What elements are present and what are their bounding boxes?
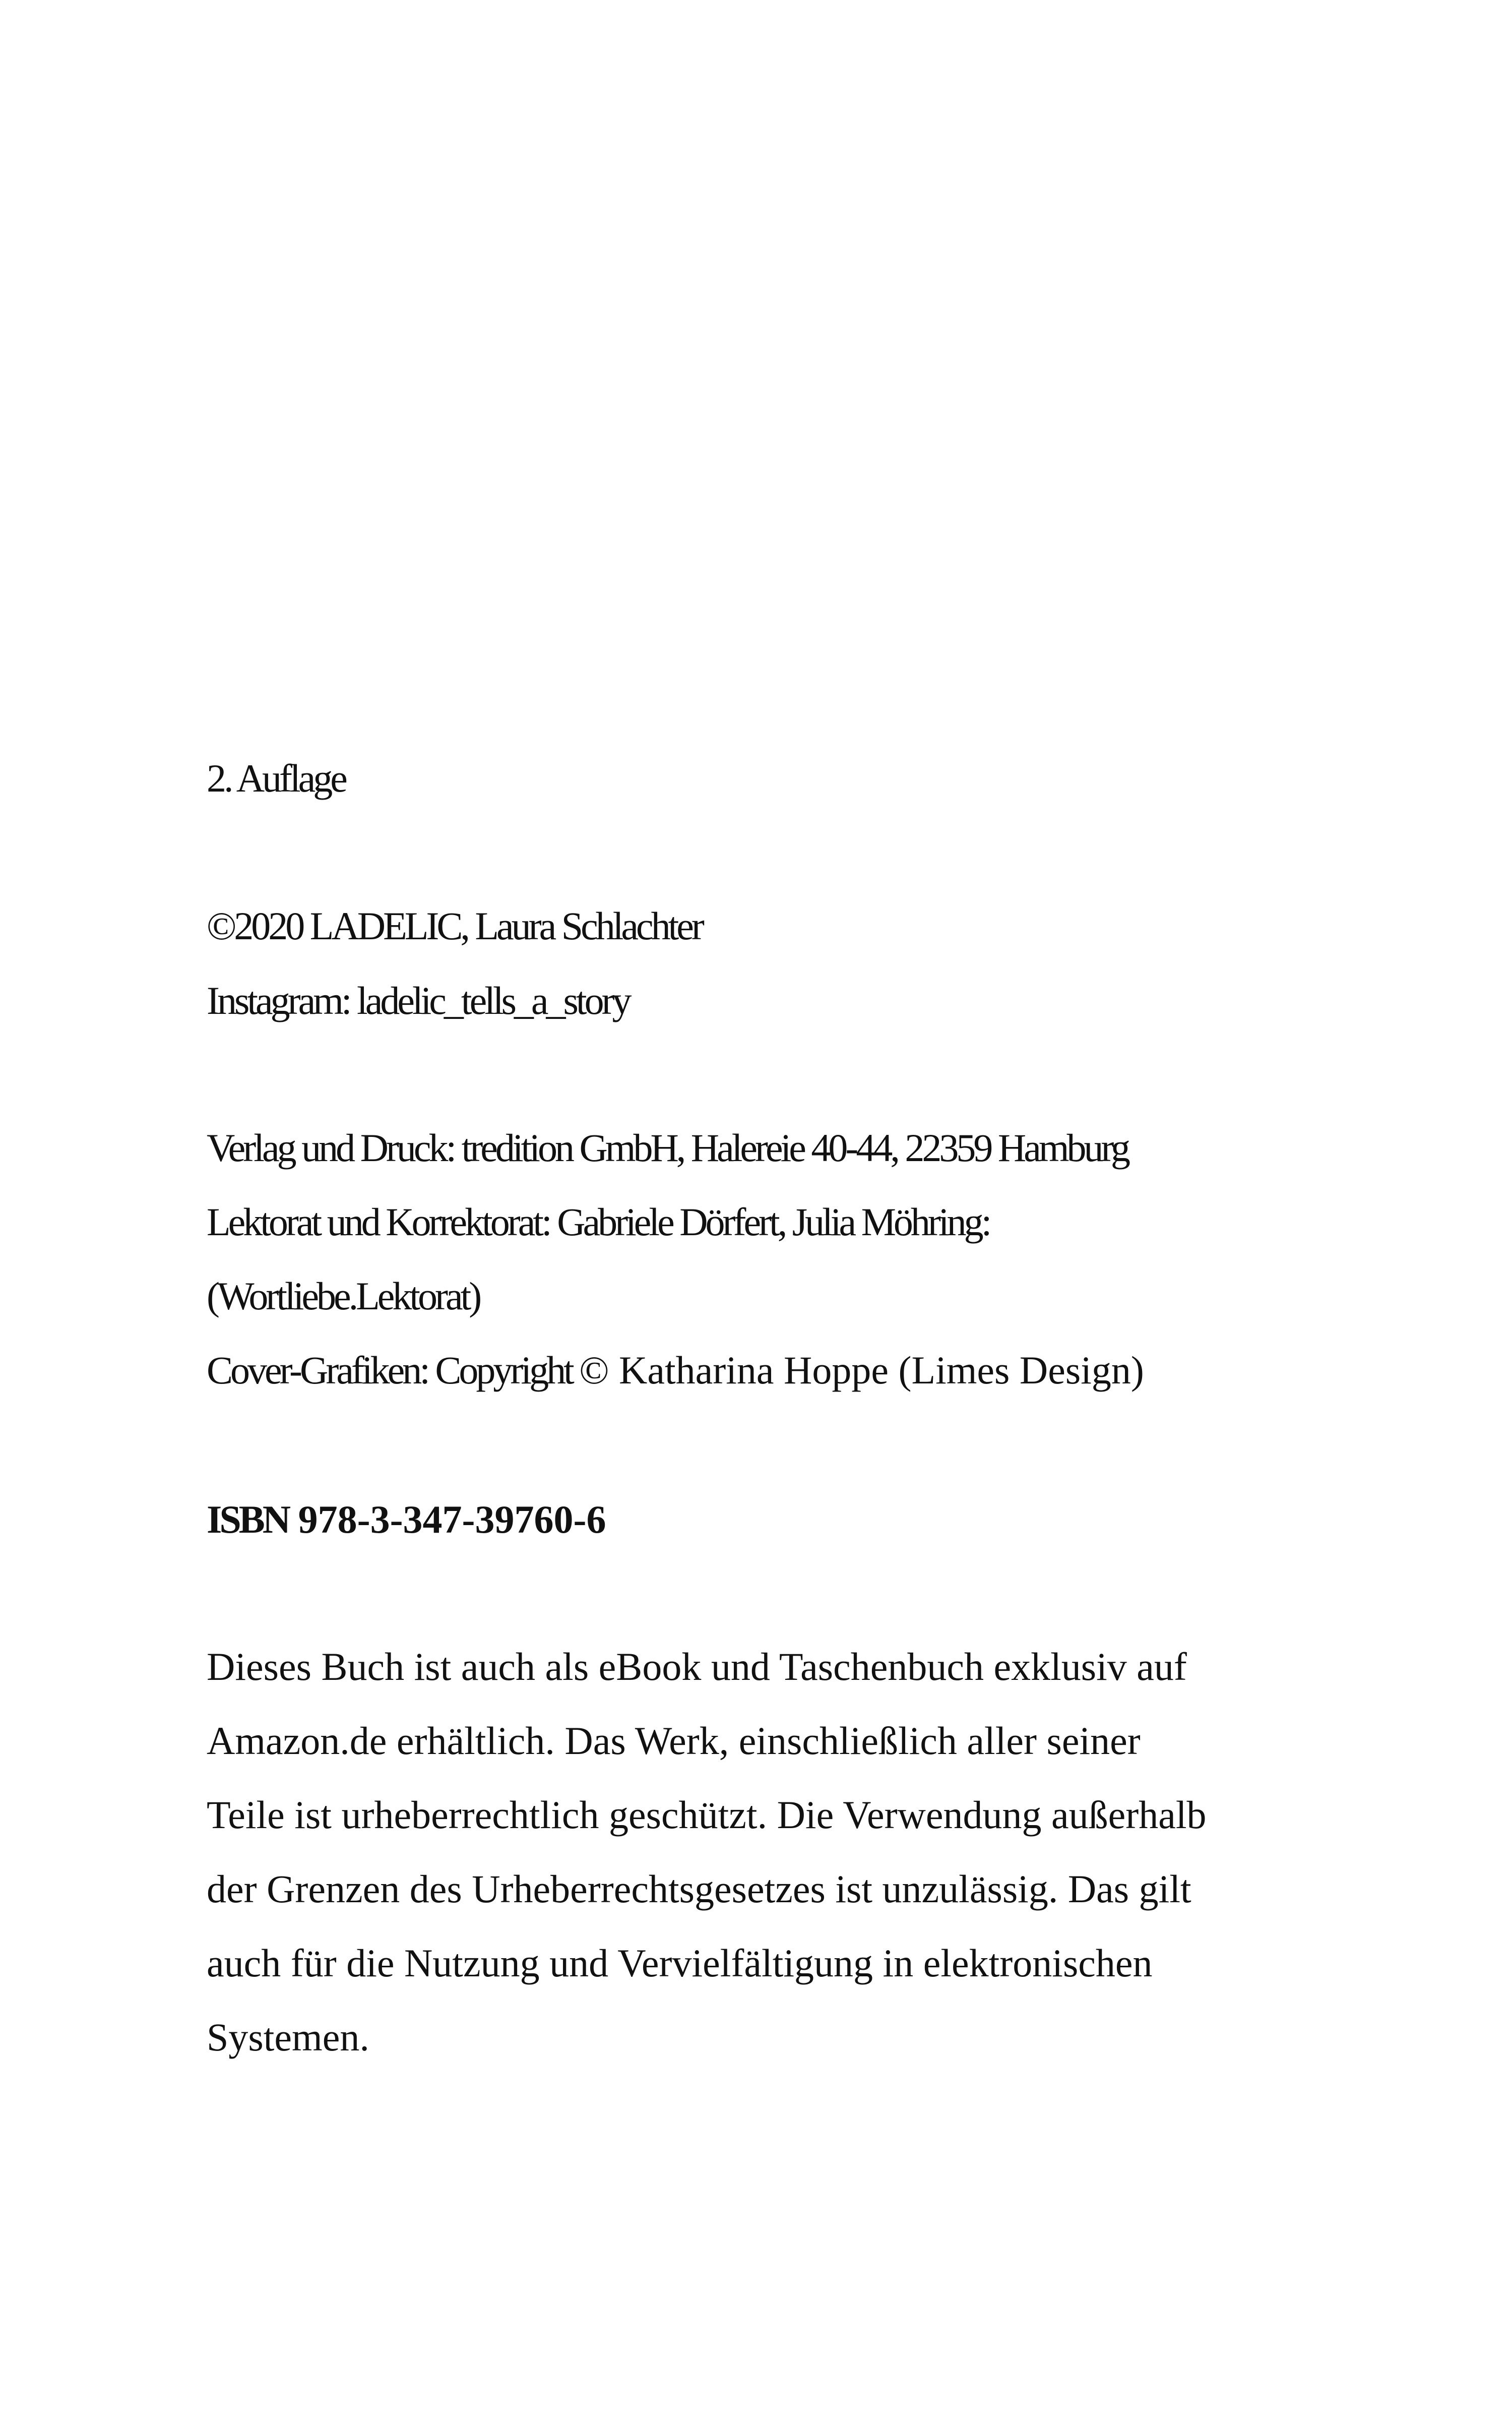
notice-line-1: Dieses Buch ist auch als eBook und Taschenbuch exklusiv auf	[207, 1645, 1187, 1688]
cover-graphics-prefix: Cover-Grafiken: Copyright	[207, 1348, 580, 1392]
instagram-line: Instagram: ladelic_tells_a_story	[207, 979, 629, 1022]
cover-graphics-line	[207, 1348, 1144, 1392]
notice-line-3: Teile ist urheberrechtlich geschützt. Die Verwendung außerhalb	[207, 1793, 1207, 1837]
notice-line-4: der Grenzen des Urheberrechtsgesetzes ist unzulässig. Das gilt	[207, 1867, 1191, 1911]
editing-line-2: (Wortliebe.Lektorat)	[207, 1274, 480, 1318]
isbn-label: ISBN	[207, 1497, 289, 1541]
isbn-value: 978-3-347-39760-6	[298, 1497, 606, 1541]
edition-line: 2. Auflage	[207, 756, 345, 800]
notice-line-6: Systemen.	[207, 2015, 369, 2059]
editing-line-1: Lektorat und Korrektorat: Gabriele Dörfert, Julia Möhring:	[207, 1200, 990, 1244]
notice-line-2: Amazon.de erhältlich. Das Werk, einschließlich aller seiner	[207, 1719, 1141, 1763]
publisher-line: Verlag und Druck: tredition GmbH, Halereie 40-44, 22359 Hamburg	[207, 1126, 1128, 1170]
notice-line-5: auch für die Nutzung und Vervielfältigung in elektronischen	[207, 1941, 1153, 1985]
copyright-line: ©2020 LADELIC, Laura Schlachter	[207, 904, 702, 948]
cover-graphics-suffix: © Katharina Hoppe (Limes Design)	[579, 1348, 1144, 1392]
isbn-line	[207, 1497, 606, 1541]
